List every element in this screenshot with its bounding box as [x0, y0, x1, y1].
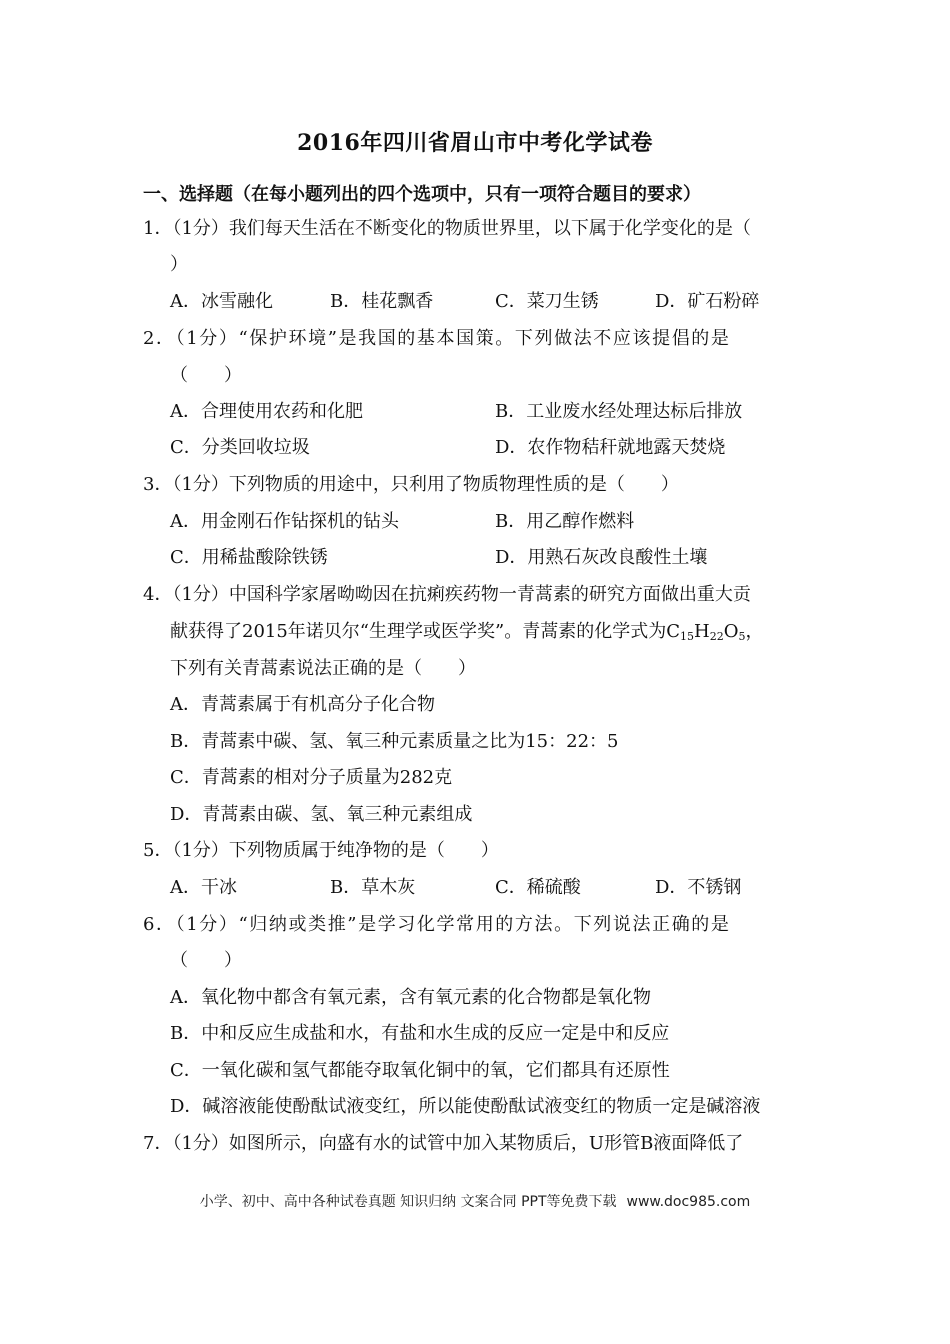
q6-option-a: A．氧化物中都含有氧元素，含有氧元素的化合物都是氧化物 — [170, 987, 651, 1008]
q3-option-b: B．用乙醇作燃料 — [495, 511, 635, 532]
footer-text: 小学、初中、高中各种试卷真题 知识归纳 文案合同 PPT等免费下载 — [199, 1194, 617, 1210]
page-footer — [0, 1191, 950, 1211]
question-5-stem: 5．（1分）下列物质属于纯净物的是（ ） — [143, 840, 499, 861]
q3-option-c: C．用稀盐酸除铁锈 — [170, 547, 328, 568]
section-heading: 一、选择题（在每小题列出的四个选项中，只有一项符合题目的要求） — [143, 184, 701, 205]
q4-option-b: B．青蒿素中碳、氢、氧三种元素质量之比为15：22：5 — [170, 731, 619, 752]
q4-option-d: D．青蒿素由碳、氢、氧三种元素组成 — [170, 804, 473, 825]
q5-option-b: B．草木灰 — [330, 877, 416, 898]
q1-option-b: B．桂花飘香 — [330, 291, 434, 312]
question-1-stem: 1．（1分）我们每天生活在不断变化的物质世界里，以下属于化学变化的是（ — [143, 218, 751, 239]
q5-option-c: C．稀硫酸 — [495, 877, 581, 898]
q6-option-d: D．碱溶液能使酚酞试液变红，所以能使酚酞试液变红的物质一定是碱溶液 — [170, 1096, 761, 1117]
q4-option-c: C．青蒿素的相对分子质量为282克 — [170, 767, 453, 788]
q3-option-d: D．用熟石灰改良酸性土壤 — [495, 547, 708, 568]
question-4-stem: 4．（1分）中国科学家屠呦呦因在抗痢疾药物一青蒿素的研究方面做出重大贡 — [143, 584, 751, 605]
q4-text: 献获得了2015年诺贝尔“生理学或医学奖”。青蒿素的化学式为 — [170, 621, 667, 642]
q1-option-c: C．菜刀生锈 — [495, 291, 599, 312]
q1-option-a: A．冰雪融化 — [170, 291, 273, 312]
q5-option-a: A．干冰 — [170, 877, 237, 898]
q2-option-a: A．合理使用农药和化肥 — [170, 401, 363, 422]
question-2-stem: 2．（1分）“保护环境”是我国的基本国策。下列做法不应该提倡的是 — [143, 328, 731, 349]
q5-option-d: D．不锈钢 — [655, 877, 742, 898]
q4-option-a: A．青蒿素属于有机高分子化合物 — [170, 694, 435, 715]
q2-option-d: D．农作物秸秆就地露天焚烧 — [495, 437, 726, 458]
q6-option-c: C．一氧化碳和氢气都能夺取氧化铜中的氧，它们都具有还原性 — [170, 1060, 670, 1081]
q3-option-a: A．用金刚石作钻探机的钻头 — [170, 511, 399, 532]
question-4-stem-cont-2: 下列有关青蒿素说法正确的是（ ） — [170, 658, 476, 679]
question-7-stem: 7．（1分）如图所示，向盛有水的试管中加入某物质后，U形管B液面降低了 — [143, 1133, 744, 1154]
footer-site-link[interactable]: www.doc985.com — [626, 1194, 751, 1210]
question-6-stem: 6．（1分）“归纳或类推”是学习化学常用的方法。下列说法正确的是 — [143, 914, 731, 935]
q1-option-d: D．矿石粉碎 — [655, 291, 760, 312]
page-title: 2016年四川省眉山市中考化学试卷 — [297, 130, 653, 156]
q2-option-b: B．工业废水经处理达标后排放 — [495, 401, 743, 422]
q2-option-c: C．分类回收垃圾 — [170, 437, 310, 458]
chemical-formula: $C_{15}H_{22}O_5$， — [666, 621, 764, 643]
question-1-stem-cont: ） — [170, 254, 188, 275]
question-6-stem-cont: （ ） — [170, 950, 242, 971]
q6-option-b: B．中和反应生成盐和水，有盐和水生成的反应一定是中和反应 — [170, 1023, 670, 1044]
question-4-stem-cont-1 — [170, 620, 763, 644]
question-3-stem: 3．（1分）下列物质的用途中，只利用了物质物理性质的是（ ） — [143, 474, 679, 495]
question-2-stem-cont: （ ） — [170, 365, 242, 386]
